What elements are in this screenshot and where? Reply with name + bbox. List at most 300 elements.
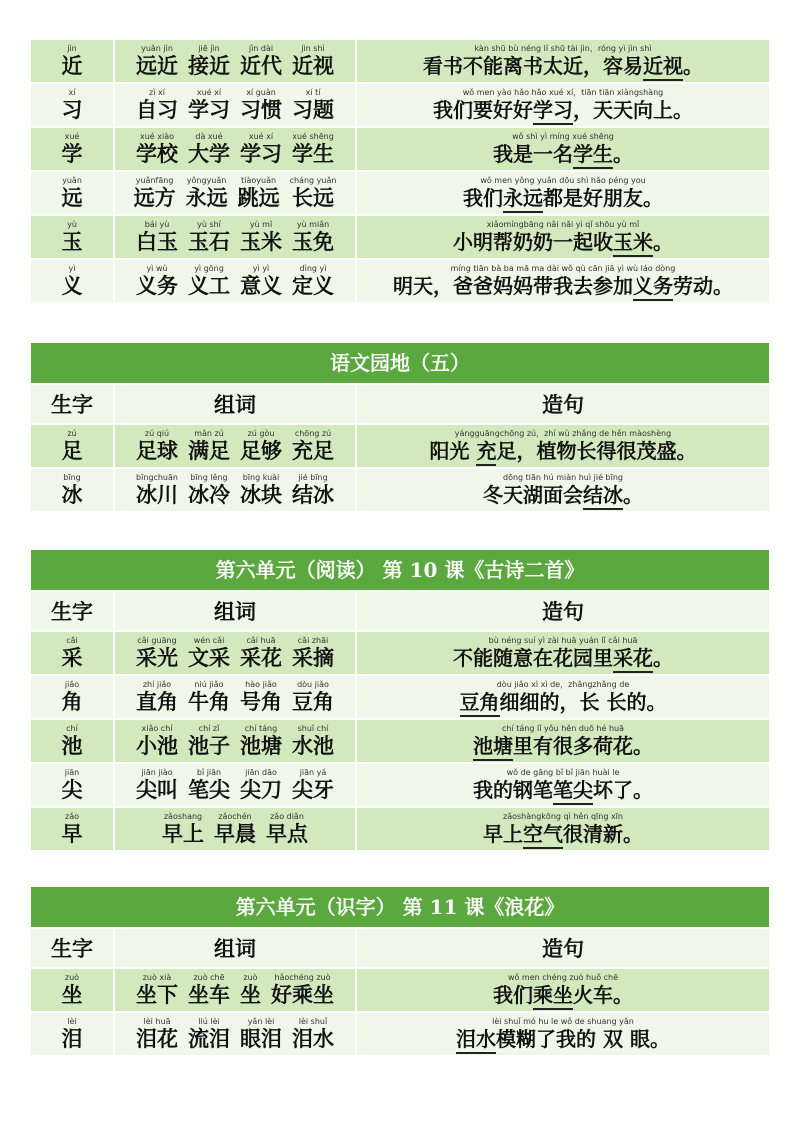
pinyin: jiē jìn <box>198 44 220 53</box>
sentence-text <box>453 646 673 670</box>
word-item <box>188 1017 230 1051</box>
table-header <box>31 929 769 967</box>
pinyin: cǎi zhāi <box>297 636 329 645</box>
cell-zaoju <box>357 720 769 762</box>
hanzi: 习惯 <box>240 97 282 122</box>
pinyin: xué xí <box>196 88 222 97</box>
table-row <box>31 216 769 258</box>
sentence-segment: 我们要好好 <box>433 98 533 122</box>
hanzi: 近视 <box>292 53 334 78</box>
cell-shengzi <box>31 808 113 850</box>
table-row <box>31 40 769 82</box>
pinyin: xué <box>64 132 80 141</box>
hanzi: 习题 <box>292 97 334 122</box>
pinyin: wén cǎi <box>193 636 225 645</box>
word-item <box>188 220 230 254</box>
table-body <box>31 969 769 1055</box>
word-item <box>240 88 282 122</box>
hanzi: 玉米 <box>240 229 282 254</box>
underlined-word: 池塘 <box>473 734 513 761</box>
table-row <box>31 720 769 762</box>
word-item <box>162 812 204 846</box>
hanzi: 学习 <box>240 141 282 166</box>
sentence-segment: 阳光 <box>429 439 477 463</box>
pinyin: xiǎo chí <box>141 724 173 733</box>
hanzi: 好乘坐 <box>271 982 334 1007</box>
sentence <box>460 680 667 714</box>
word-item <box>136 768 178 802</box>
sentence-segment: 细细的，长 长的。 <box>499 690 667 714</box>
word-item <box>292 1017 334 1051</box>
hanzi: 义 <box>61 273 83 298</box>
pinyin: yuǎnfāng <box>135 176 174 185</box>
word-list <box>136 636 334 670</box>
pinyin: jiǎo <box>64 680 80 689</box>
hanzi: 早上 <box>162 821 204 846</box>
hanzi: 豆角 <box>292 689 334 714</box>
hanzi: 直角 <box>136 689 178 714</box>
pinyin: bīng <box>63 473 81 482</box>
cell-shengzi <box>31 632 113 674</box>
word-item <box>136 724 178 758</box>
word-item <box>188 88 230 122</box>
sentence-text <box>493 983 633 1007</box>
word-item <box>188 636 230 670</box>
word-item <box>136 220 178 254</box>
pinyin: zǎochén <box>218 812 252 821</box>
cell-zuci <box>115 720 355 762</box>
word-item <box>188 680 230 714</box>
underlined-word: 学习 <box>533 98 573 125</box>
table-row <box>31 808 769 850</box>
shengzi <box>62 132 83 166</box>
pinyin: chí zǐ <box>198 724 220 733</box>
underlined-word: 结冰 <box>583 483 623 510</box>
cell-shengzi <box>31 764 113 806</box>
hanzi: 玉免 <box>292 229 334 254</box>
word-item <box>271 973 334 1007</box>
hanzi: 习 <box>61 97 83 122</box>
hanzi: 意义 <box>240 273 282 298</box>
shengzi <box>62 220 83 254</box>
hanzi: 眼泪 <box>240 1026 282 1051</box>
sentence-text <box>456 1027 670 1051</box>
pinyin: xué xí <box>248 132 274 141</box>
cell-shengzi <box>31 84 113 126</box>
table-header <box>31 592 769 630</box>
pinyin: zǎoshang <box>163 812 203 821</box>
pinyin: dìng yì <box>299 264 327 273</box>
word-list <box>136 429 334 463</box>
cell-shengzi <box>31 172 113 214</box>
underlined-word: 充 <box>476 439 496 466</box>
table-row <box>31 632 769 674</box>
hanzi: 采花 <box>240 645 282 670</box>
word-item <box>188 429 230 463</box>
pinyin: zǎo <box>65 812 79 821</box>
hanzi: 满足 <box>188 438 230 463</box>
pinyin: zuò <box>243 973 258 982</box>
hanzi: 坐车 <box>188 982 230 1007</box>
hanzi: 学习 <box>188 97 230 122</box>
cell-zuci <box>115 969 355 1011</box>
pinyin: chí <box>66 724 78 733</box>
sentence-pinyin: dòu jiǎo xì xì de，zhǎngzhǎng de <box>496 680 630 689</box>
cell-shengzi <box>31 969 113 1011</box>
pinyin: bīngchuān <box>136 473 178 482</box>
underlined-word: 义务 <box>633 274 673 301</box>
word-item <box>240 132 282 166</box>
cell-zaoju <box>357 632 769 674</box>
sentence <box>483 812 643 846</box>
table-row <box>31 260 769 302</box>
cell-shengzi <box>31 216 113 258</box>
word-list <box>136 473 334 507</box>
cell-zaoju <box>357 469 769 511</box>
pinyin: niú jiǎo <box>194 680 224 689</box>
sentence-pinyin: bù néng suí yì zài huā yuán lǐ cǎi huā <box>488 636 638 645</box>
pinyin: zú <box>67 429 77 438</box>
word-list <box>136 88 334 122</box>
header-zuci: 组词 <box>115 385 355 423</box>
sentence-pinyin: wǒ shì yì míng xué shēng <box>512 132 614 141</box>
word-item <box>240 768 282 802</box>
pinyin: bái yù <box>144 220 170 229</box>
word-item <box>136 473 178 507</box>
word-item <box>136 636 178 670</box>
pinyin: hào jiǎo <box>245 680 277 689</box>
pinyin: yǎn lèi <box>247 1017 275 1026</box>
sentence-segment: 都是好朋友。 <box>543 186 663 210</box>
pinyin: zú gòu <box>247 429 275 438</box>
table-row <box>31 676 769 718</box>
hanzi: 远近 <box>136 53 178 78</box>
hanzi: 泪 <box>61 1026 83 1051</box>
word-item <box>136 680 178 714</box>
header-zuci: 组词 <box>115 929 355 967</box>
sentence <box>493 973 633 1007</box>
header-zuci: 组词 <box>115 592 355 630</box>
word-list <box>136 973 334 1007</box>
sentence-pinyin: wǒ men yǒng yuǎn dōu shì hǎo péng you <box>480 176 646 185</box>
hanzi: 结冰 <box>292 482 334 507</box>
word-item <box>188 724 230 758</box>
cell-shengzi <box>31 720 113 762</box>
pinyin: jiān <box>64 768 80 777</box>
pinyin: jìn shì <box>301 44 325 53</box>
word-item <box>188 264 230 298</box>
hanzi: 冰 <box>61 482 83 507</box>
word-item <box>292 132 334 166</box>
pinyin: jiān jiào <box>141 768 173 777</box>
pinyin: chōng zú <box>294 429 332 438</box>
sentence-segment: 火车。 <box>573 983 633 1007</box>
hanzi: 远 <box>61 185 83 210</box>
pinyin: jiān yá <box>299 768 327 777</box>
hanzi: 采光 <box>136 645 178 670</box>
pinyin: liú lèi <box>198 1017 220 1026</box>
sentence-pinyin: yángguāngchōng zú，zhí wù zhǎng de hěn màoshèng <box>454 429 672 438</box>
pinyin: jié bīng <box>298 473 328 482</box>
hanzi: 文采 <box>188 645 230 670</box>
hanzi: 尖叫 <box>136 777 178 802</box>
cell-shengzi <box>31 1013 113 1055</box>
cell-shengzi <box>31 425 113 467</box>
word-item <box>266 812 308 846</box>
hanzi: 采 <box>61 645 83 670</box>
cell-shengzi <box>31 128 113 170</box>
word-item <box>240 264 282 298</box>
sentence-text <box>430 439 697 463</box>
underlined-word: 永远 <box>503 186 543 213</box>
sentence-text <box>393 274 733 298</box>
section-yuwen-yuandi-5 <box>31 343 769 513</box>
word-item <box>136 264 178 298</box>
hanzi: 尖刀 <box>240 777 282 802</box>
word-item <box>240 429 282 463</box>
table-row <box>31 969 769 1011</box>
cell-zaoju <box>357 764 769 806</box>
shengzi <box>62 680 83 714</box>
cell-zuci <box>115 808 355 850</box>
word-item <box>136 973 178 1007</box>
pinyin: yù shí <box>197 220 221 229</box>
shengzi <box>62 812 83 846</box>
sentence-segment: 。 <box>613 142 633 166</box>
sentence-segment: 看书不能离书太近，容易 <box>423 54 643 78</box>
hanzi: 远方 <box>133 185 176 210</box>
pinyin: jìn dài <box>248 44 274 53</box>
hanzi: 义工 <box>188 273 230 298</box>
cell-shengzi <box>31 676 113 718</box>
cell-zuci <box>115 469 355 511</box>
word-list <box>136 132 334 166</box>
table-row <box>31 84 769 126</box>
shengzi <box>62 768 83 802</box>
header-zaoju: 造句 <box>357 929 769 967</box>
underlined-word: 乘坐 <box>533 983 573 1010</box>
table-row <box>31 128 769 170</box>
pinyin: yù mǐ <box>249 220 273 229</box>
shengzi <box>62 1017 83 1051</box>
word-item <box>136 429 178 463</box>
hanzi: 学 <box>61 141 83 166</box>
sentence-pinyin: wǒ men yào hǎo hǎo xué xí，tiān tiān xiàngshàng <box>462 88 664 97</box>
header-shengzi: 生字 <box>31 385 113 423</box>
sentence-pinyin: wǒ men chéng zuò huǒ chē <box>507 973 619 982</box>
sentence <box>493 132 633 166</box>
word-item <box>136 132 178 166</box>
cell-zaoju <box>357 128 769 170</box>
cell-zaoju <box>357 676 769 718</box>
pinyin: zuò xià <box>142 973 172 982</box>
pinyin: cháng yuǎn <box>289 176 337 185</box>
hanzi: 号角 <box>240 689 282 714</box>
sentence <box>483 473 643 507</box>
hanzi: 自习 <box>136 97 178 122</box>
sentence-segment: 。 <box>653 646 673 670</box>
word-item <box>292 636 334 670</box>
sentence <box>453 220 673 254</box>
hanzi: 尖牙 <box>292 777 334 802</box>
sentence-pinyin: míng tiān bà ba mā ma dài wǒ qù cān jiā yì wù láo dòng <box>450 264 676 273</box>
sentence-pinyin: kàn shū bù néng lí shū tài jìn，róng yì jìn shì <box>474 44 652 53</box>
underlined-word: 采花 <box>613 646 653 673</box>
sentence-segment: 。 <box>683 54 703 78</box>
word-item <box>188 132 230 166</box>
hanzi: 足球 <box>136 438 178 463</box>
cell-zuci <box>115 764 355 806</box>
word-item <box>292 768 334 802</box>
shengzi <box>62 88 83 122</box>
word-item <box>134 176 176 210</box>
hanzi: 长远 <box>292 185 334 210</box>
word-list <box>134 176 337 210</box>
pinyin: bīng lěng <box>190 473 228 482</box>
word-item <box>290 176 337 210</box>
header-shengzi: 生字 <box>31 929 113 967</box>
sentence-text <box>423 54 703 78</box>
hanzi: 采摘 <box>292 645 334 670</box>
pinyin: dà xué <box>195 132 223 141</box>
pinyin: cǎi guāng <box>137 636 177 645</box>
pinyin: mǎn zú <box>194 429 224 438</box>
sentence-text <box>473 734 653 758</box>
hanzi: 足够 <box>240 438 282 463</box>
cell-shengzi <box>31 40 113 82</box>
cell-zaoju <box>357 216 769 258</box>
pinyin: lèi <box>67 1017 77 1026</box>
sentence-segment: 。 <box>653 230 673 254</box>
cell-zuci <box>115 425 355 467</box>
pinyin: chí táng <box>244 724 278 733</box>
section-title: 第六单元（阅读） 第 10 课《古诗二首》 <box>31 550 769 590</box>
pinyin: zǎo diǎn <box>270 812 304 821</box>
pinyin: lèi huā <box>143 1017 171 1026</box>
word-list <box>136 680 334 714</box>
sentence-segment: 模糊了我的 双 眼。 <box>496 1027 670 1051</box>
hanzi: 白玉 <box>136 229 178 254</box>
word-item <box>292 88 334 122</box>
hanzi: 玉 <box>61 229 83 254</box>
cell-zuci <box>115 128 355 170</box>
section-title: 语文园地（五） <box>31 343 769 383</box>
hanzi: 充足 <box>292 438 334 463</box>
pinyin: yì wù <box>146 264 168 273</box>
table-body <box>31 425 769 511</box>
word-item <box>240 1017 282 1051</box>
word-item <box>240 724 282 758</box>
sentence-pinyin: lèi shuǐ mó hu le wǒ de shuang yǎn <box>492 1017 634 1026</box>
table-row <box>31 1013 769 1055</box>
table-header <box>31 385 769 423</box>
cell-shengzi <box>31 260 113 302</box>
shengzi <box>62 264 83 298</box>
sentence <box>393 264 733 298</box>
sentence <box>473 724 653 758</box>
hanzi: 义务 <box>136 273 178 298</box>
sentence-segment: 冬天湖面会 <box>483 483 583 507</box>
hanzi: 近 <box>61 53 83 78</box>
pinyin: xué xiào <box>139 132 175 141</box>
sentence-segment: ，天天向上。 <box>573 98 693 122</box>
hanzi: 水池 <box>292 733 334 758</box>
hanzi: 玉石 <box>188 229 230 254</box>
pinyin: cǎi <box>66 636 78 645</box>
sentence-pinyin: chí táng lǐ yǒu hěn duō hé huā <box>502 724 624 733</box>
sentence <box>430 429 697 463</box>
sentence-text <box>433 98 693 122</box>
word-item <box>188 473 230 507</box>
pinyin: yì yì <box>252 264 270 273</box>
sentence <box>433 88 693 122</box>
shengzi <box>62 473 83 507</box>
table-body <box>31 40 769 302</box>
word-item <box>292 473 334 507</box>
underlined-word: 玉米 <box>613 230 653 257</box>
table-body <box>31 632 769 850</box>
sentence-segment: 里有很多荷花。 <box>513 734 653 758</box>
pinyin: zì xí <box>149 88 165 97</box>
sentence-text <box>463 186 663 210</box>
sentence <box>423 44 703 78</box>
header-shengzi: 生字 <box>31 592 113 630</box>
underlined-word: 豆角 <box>460 690 500 717</box>
pinyin: zhí jiǎo <box>142 680 172 689</box>
hanzi: 定义 <box>292 273 334 298</box>
header-zaoju: 造句 <box>357 592 769 630</box>
word-item <box>240 636 282 670</box>
sentence-segment: 小明帮奶奶一起收 <box>453 230 613 254</box>
hanzi: 坐 <box>240 982 261 1007</box>
pinyin: lèi shuǐ <box>298 1017 328 1026</box>
hanzi: 近代 <box>240 53 282 78</box>
word-list <box>136 768 334 802</box>
hanzi: 池塘 <box>240 733 282 758</box>
word-item <box>292 44 334 78</box>
section-lesson-continuation <box>31 40 769 304</box>
sentence-text <box>453 230 673 254</box>
cell-zaoju <box>357 40 769 82</box>
hanzi: 冰块 <box>240 482 282 507</box>
sentence-pinyin: zǎoshàngkōng qì hěn qīng xīn <box>503 812 623 821</box>
hanzi: 笔尖 <box>188 777 230 802</box>
sentence-pinyin: wǒ de gāng bǐ bǐ jiān huài le <box>506 768 620 777</box>
hanzi: 早晨 <box>214 821 256 846</box>
pinyin: shuǐ chí <box>297 724 329 733</box>
word-item <box>240 220 282 254</box>
word-item <box>292 220 334 254</box>
cell-zaoju <box>357 969 769 1011</box>
word-item <box>240 680 282 714</box>
cell-zuci <box>115 260 355 302</box>
shengzi <box>62 724 83 758</box>
sentence <box>456 1017 670 1051</box>
cell-zaoju <box>357 172 769 214</box>
pinyin: yù miǎn <box>296 220 330 229</box>
pinyin: yù <box>67 220 77 229</box>
pinyin: jìn <box>67 44 77 53</box>
word-list <box>136 1017 334 1051</box>
word-item <box>188 44 230 78</box>
sentence <box>453 636 673 670</box>
pinyin: yì gōng <box>194 264 224 273</box>
table-row <box>31 172 769 214</box>
word-item <box>136 44 178 78</box>
hanzi: 跳远 <box>237 185 280 210</box>
word-item <box>214 812 256 846</box>
cell-zuci <box>115 1013 355 1055</box>
